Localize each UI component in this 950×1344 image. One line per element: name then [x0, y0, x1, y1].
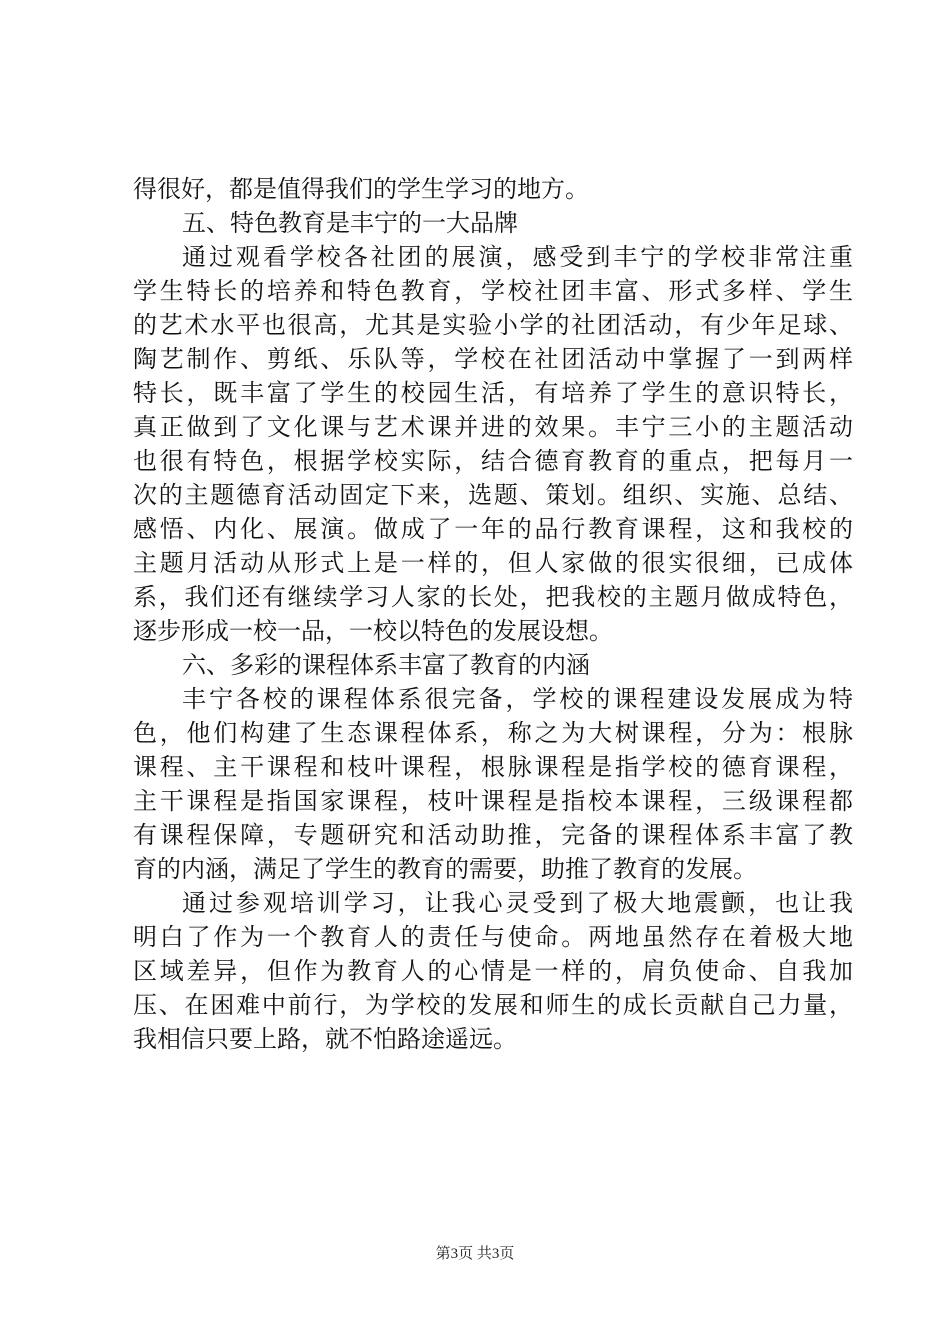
- document-body: [133, 172, 853, 1056]
- text-line: 系，我们还有继续学习人家的长处，把我校的主题月做成特色，: [133, 583, 853, 611]
- text-line: 育的内涵，满足了学生的教育的需要，助推了教育的发展。: [133, 855, 757, 883]
- text-line: 区域差异，但作为教育人的心情是一样的，肩负使命、自我加: [133, 957, 853, 985]
- text-line: 通过观看学校各社团的展演，感受到丰宁的学校非常注重: [182, 243, 853, 271]
- text-line: 有课程保障，专题研究和活动助推，完备的课程体系丰富了教: [133, 821, 853, 849]
- text-line: 丰宁各校的课程体系很完备，学校的课程建设发展成为特: [182, 685, 853, 713]
- text-line: 我相信只要上路，就不怕路途遥远。: [133, 1025, 517, 1053]
- text-line: 六、多彩的课程体系丰富了教育的内涵: [182, 651, 590, 679]
- page-footer: 第3页 共3页: [435, 1246, 515, 1262]
- text-line: 主干课程是指国家课程，枝叶课程是指校本课程，三级课程都: [133, 787, 853, 815]
- text-line: 明白了作为一个教育人的责任与使命。两地虽然存在着极大地: [133, 923, 853, 951]
- text-line: 的艺术水平也很高，尤其是实验小学的社团活动，有少年足球、: [133, 311, 853, 339]
- text-line: 主题月活动从形式上是一样的，但人家做的很实很细，已成体: [133, 549, 853, 577]
- text-line: 次的主题德育活动固定下来，选题、策划。组织、实施、总结、: [133, 481, 853, 509]
- text-line: 陶艺制作、剪纸、乐队等，学校在社团活动中掌握了一到两样: [133, 345, 853, 373]
- text-line: 色，他们构建了生态课程体系，称之为大树课程，分为：根脉: [133, 719, 853, 747]
- text-line: 课程、主干课程和枝叶课程，根脉课程是指学校的德育课程，: [133, 753, 853, 781]
- text-line: 五、特色教育是丰宁的一大品牌: [182, 209, 518, 237]
- text-line: 也很有特色，根据学校实际，结合德育教育的重点，把每月一: [133, 447, 853, 475]
- text-line: 感悟、内化、展演。做成了一年的品行教育课程，这和我校的: [133, 515, 853, 543]
- text-line: 得很好，都是值得我们的学生学习的地方。: [133, 175, 589, 203]
- text-line: 压、在困难中前行，为学校的发展和师生的成长贡献自己力量，: [133, 991, 853, 1019]
- text-line: 学生特长的培养和特色教育，学校社团丰富、形式多样、学生: [133, 277, 853, 305]
- text-line: 特长，既丰富了学生的校园生活，有培养了学生的意识特长，: [133, 379, 853, 407]
- text-line: 通过参观培训学习，让我心灵受到了极大地震颤，也让我: [182, 889, 853, 917]
- text-line: 逐步形成一校一品，一校以特色的发展设想。: [133, 617, 613, 645]
- text-line: 真正做到了文化课与艺术课并进的效果。丰宁三小的主题活动: [133, 413, 853, 441]
